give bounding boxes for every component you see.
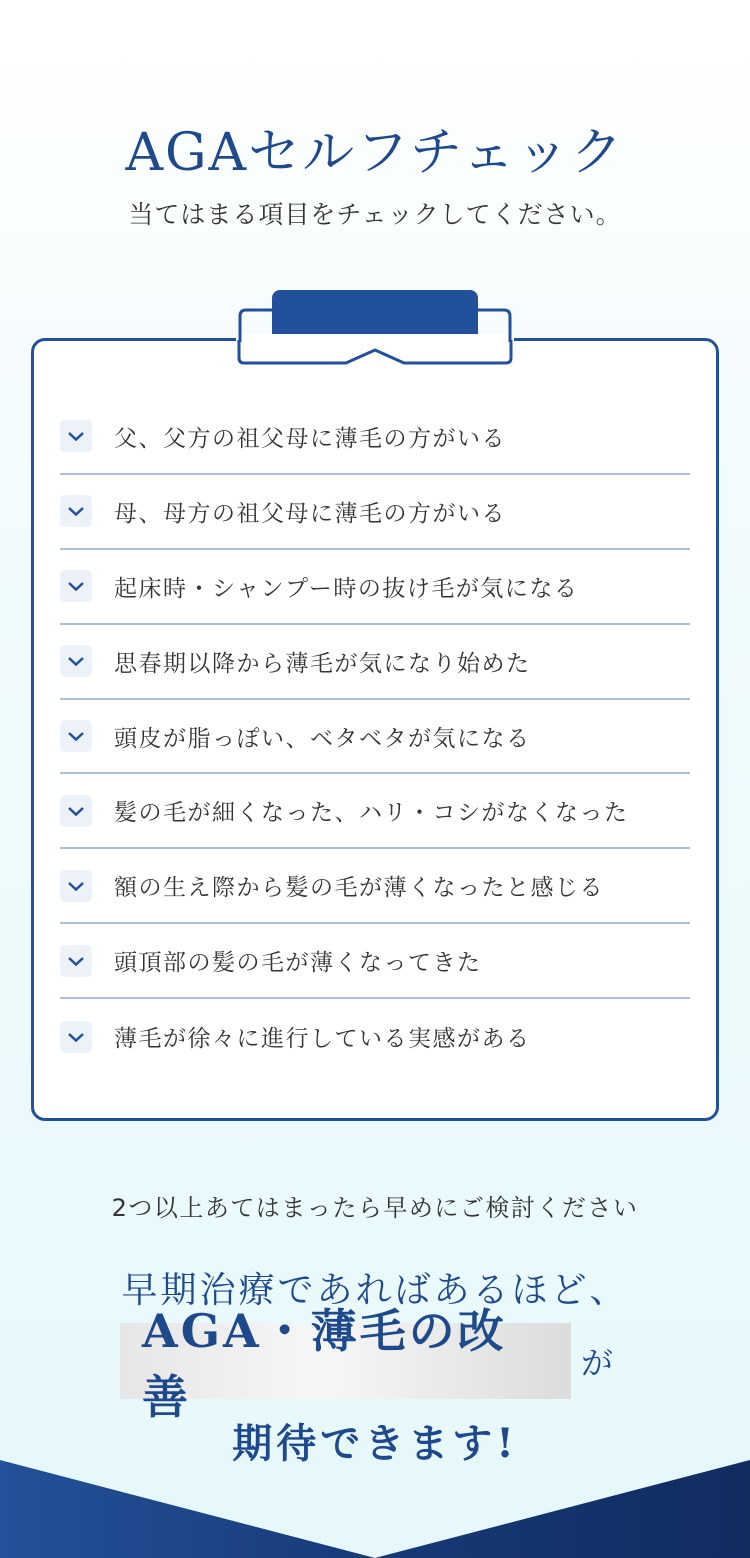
checklist [60, 400, 690, 1074]
checklist-item-label: 薄毛が徐々に進行している実感がある [114, 1026, 531, 1053]
checklist-item-label: 思春期以降から薄毛が気になり始めた [114, 650, 531, 677]
checklist-item-label: 父、父方の祖父母に薄毛の方がいる [114, 425, 506, 452]
check-icon [60, 1021, 92, 1053]
checklist-item[interactable] [60, 550, 690, 625]
checklist-item-label: 頭頂部の髪の毛が薄くなってきた [114, 950, 482, 977]
check-icon [60, 720, 92, 752]
consult-note: 2つ以上あてはまったら早めにご検討ください [111, 1194, 639, 1222]
check-icon [60, 420, 92, 452]
checklist-item[interactable] [60, 999, 690, 1074]
promo-line-1: 早期治療であればあるほど、 [121, 1270, 629, 1311]
promo-highlight: AGA・薄毛の改善 [120, 1323, 571, 1399]
page-subtitle: 当てはまる項目をチェックしてください。 [128, 200, 622, 229]
checklist-item[interactable] [60, 774, 690, 849]
check-icon [60, 870, 92, 902]
check-icon [60, 645, 92, 677]
check-icon [60, 570, 92, 602]
checklist-item[interactable] [60, 849, 690, 924]
check-icon [60, 495, 92, 527]
checklist-item[interactable] [60, 924, 690, 999]
checklist-item[interactable] [60, 700, 690, 775]
checklist-item-label: 髪の毛が細くなった、ハリ・コシがなくなった [114, 800, 629, 827]
checklist-item-label: 起床時・シャンプー時の抜け毛が気になる [114, 575, 579, 602]
clipboard-clip-outline [238, 308, 512, 342]
checklist-item-label: 母、母方の祖父母に薄毛の方がいる [114, 500, 506, 527]
checklist-item-label: 額の生え際から髪の毛が薄くなったと感じる [114, 875, 604, 902]
bottom-chevron-band [0, 1460, 750, 1558]
checklist-item[interactable] [60, 475, 690, 550]
check-icon [60, 945, 92, 977]
promo-line-3: 期待できます! [232, 1420, 518, 1467]
checklist-item[interactable] [60, 625, 690, 700]
check-icon [60, 795, 92, 827]
promo-highlight-suffix: が [581, 1344, 614, 1382]
promo-line-2 [120, 1304, 614, 1424]
checklist-item[interactable] [60, 400, 690, 475]
checklist-item-label: 頭皮が脂っぽい、ベタベタが気になる [114, 725, 531, 752]
page-title: AGAセルフチェック [125, 123, 625, 183]
